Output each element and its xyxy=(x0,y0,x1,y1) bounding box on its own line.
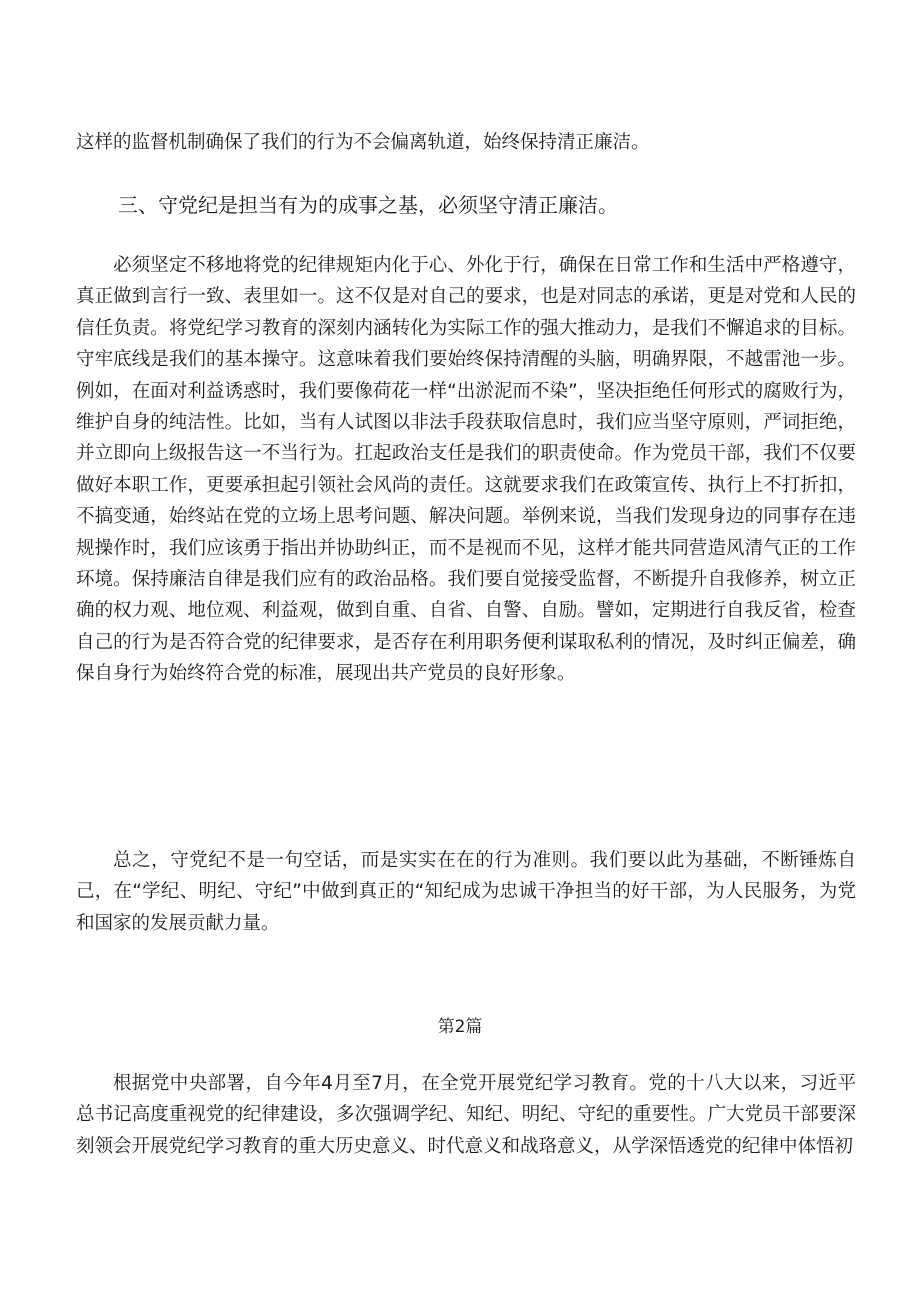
article-title: 第2篇 xyxy=(437,1017,483,1037)
paragraph-conclusion: 总之，守党纪不是一句空话，而是实实在在的行为准则。我们要以此为基础，不断锤炼自己，在“学纪、明纪、守纪”中做到真正的“知纪成为忠诚干净担当的好干部，为人民服务，为党和国家的发展贡献力量。 xyxy=(76,850,856,934)
paragraph-article-2: 根据党中央部署，自今年4月至7月，在全党开展党纪学习教育。党的十八大以来，习近平总书记高度重视党的纪律建设，多次强调学纪、知纪、明纪、守纪的重要性。广大党员干部要深刻领会开展党纪学习教育的重大历史意义、时代意义和战珞意义，从学深悟透党的纪律中体悟初 xyxy=(76,1073,856,1157)
paragraph-body: 必须坚定不移地将党的纪律规矩内化于心、外化于行，确保在日常工作和生活中严格遵守，真正做到言行一致、表里如一。这不仅是对自己的要求，也是对同志的承诺，更是对党和人民的信任负责。将党纪学习教育的深刻内涵转化为实际工作的强大推动力，是我们不懈追求的目标。守牢底线是我们的基本操守。这意味着我们要始终保持清醒的头脑，明确界限，不越雷池一步。例如，在面对利益诱惑时，我们要像荷花一样“出淤泥而不染”，坚决拒绝任何形式的腐败行为，维护自身的纯洁性。比如，当有人试图以非法手段获取信息时，我们应当坚守原则，严词拒绝，并立即向上级报告这一不当行为。扛起政治支任是我们的职责使命。作为党员干部，我们不仅要做好本职工作，更要承担起引领社会风尚的责任。这就要求我们在政策宣传、执行上不打折扣，不搞变通，始终站在党的立场上思考问题、解决问题。举例来说，当我们发现身边的同事存在违规操作时，我们应该勇于指出并协助纠正，而不是视而不见，这样才能共同营造风清气正的工作环境。保持廉洁自律是我们应有的政治品格。我们要自觉接受监督，不断提升自我修养，树立正确的权力观、地位观、利益观，做到自重、自省、自警、自励。譬如，定期进行自我反省，检查自己的行为是否符合党的纪律要求，是否存在利用职务便利谋取私利的情况，及时纠正偏差，确保自身行为始终符合党的标准，展现出共产党员的良好形象。 xyxy=(76,255,856,685)
section-heading: 三、守党纪是担当有为的成事之基，必须坚守清正廉洁。 xyxy=(118,193,618,217)
paragraph-continued: 这样的监督机制确保了我们的行为不会偏离轨道，始终保持清正廉洁。 xyxy=(76,132,650,153)
